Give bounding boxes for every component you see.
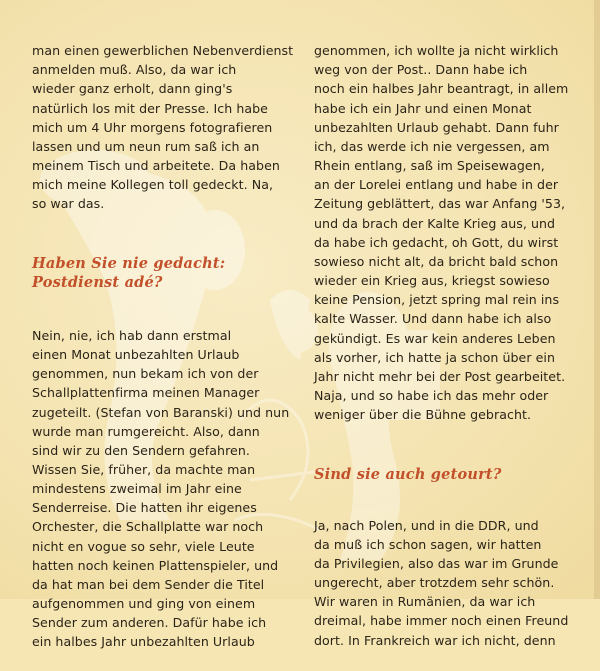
left-paragraph-1: man einen gewerblichen Nebenverdienst anmelden muß. Also, da war ich wieder ganz erholt, dann ging's natürlich los mit der Presse. Ich habe mich um 4 Uhr morgens fotografieren lassen und um neun rum saß ich an meinem Tisch und arbeitete. Da haben mich meine Kollegen toll gedeckt. Na, so war das.	[32, 43, 294, 212]
page-edge-shadow	[594, 0, 600, 599]
right-column	[314, 22, 588, 669]
right-section-heading: Sind sie auch getourt?	[314, 466, 502, 484]
left-column	[32, 22, 304, 671]
left-section-heading: Haben Sie nie gedacht: Postdienst adé?	[32, 254, 226, 291]
right-paragraph-1: genommen, ich wollte ja nicht wirklich weg von der Post.. Dann habe ich noch ein halbes Jahr beantragt, in allem habe ich ein Jahr und einen Monat unbezahlten Urlaub gehabt. Dann fuhr ich, das werde ich nie vergessen, am Rhein entlang, saß im Speisewagen, an der Lorelei entlang und habe in der Zeitung geblättert, das war Anfang '53, und da brach der Kalte Krieg aus, und da habe ich gedacht, oh Gott, du wirst sowieso nicht alt, da bricht bald schon wieder ein Krieg aus, kriegst sowieso keine Pension, jetzt spring mal rein ins kalte Wasser. Und dann habe ich also gekündigt. Es war kein anderes Leben als vorher, ich hatte ja schon über ein Jahr nicht mehr bei der Post gearbeitet. Naja, und so habe ich das mehr oder weniger über die Bühne gebracht.	[314, 43, 569, 423]
right-paragraph-2: Ja, nach Polen, und in die DDR, und da muß ich schon sagen, wir hatten da Privilegien, also das war im Grunde ungerecht, aber trotzdem sehr schön. Wir waren in Rumänien, da war ich dreimal, habe immer noch einen Freund dort. In Frankreich war ich nicht, denn	[314, 517, 569, 648]
left-paragraph-2: Nein, nie, ich hab dann erstmal einen Monat unbezahlten Urlaub genommen, nun bekam ich von der Schallplattenfirma meinen Manager zugeteilt. (Stefan von Baranski) und nun wurde man rumgereicht. Also, dann sind wir zu den Sendern gefahren. Wissen Sie, früher, da machte man mindestens zweimal im Jahr eine Senderreise. Die hatten ihr eigenes Orchester, die Schallplatte war noch nicht en vogue so sehr, viele Leute hatten noch keinen Plattenspieler, und da hat man bei dem Sender die Titel aufgenommen und ging von einem Sender zum anderen. Dafür habe ich ein halbes Jahr unbezahlten Urlaub	[32, 327, 290, 650]
